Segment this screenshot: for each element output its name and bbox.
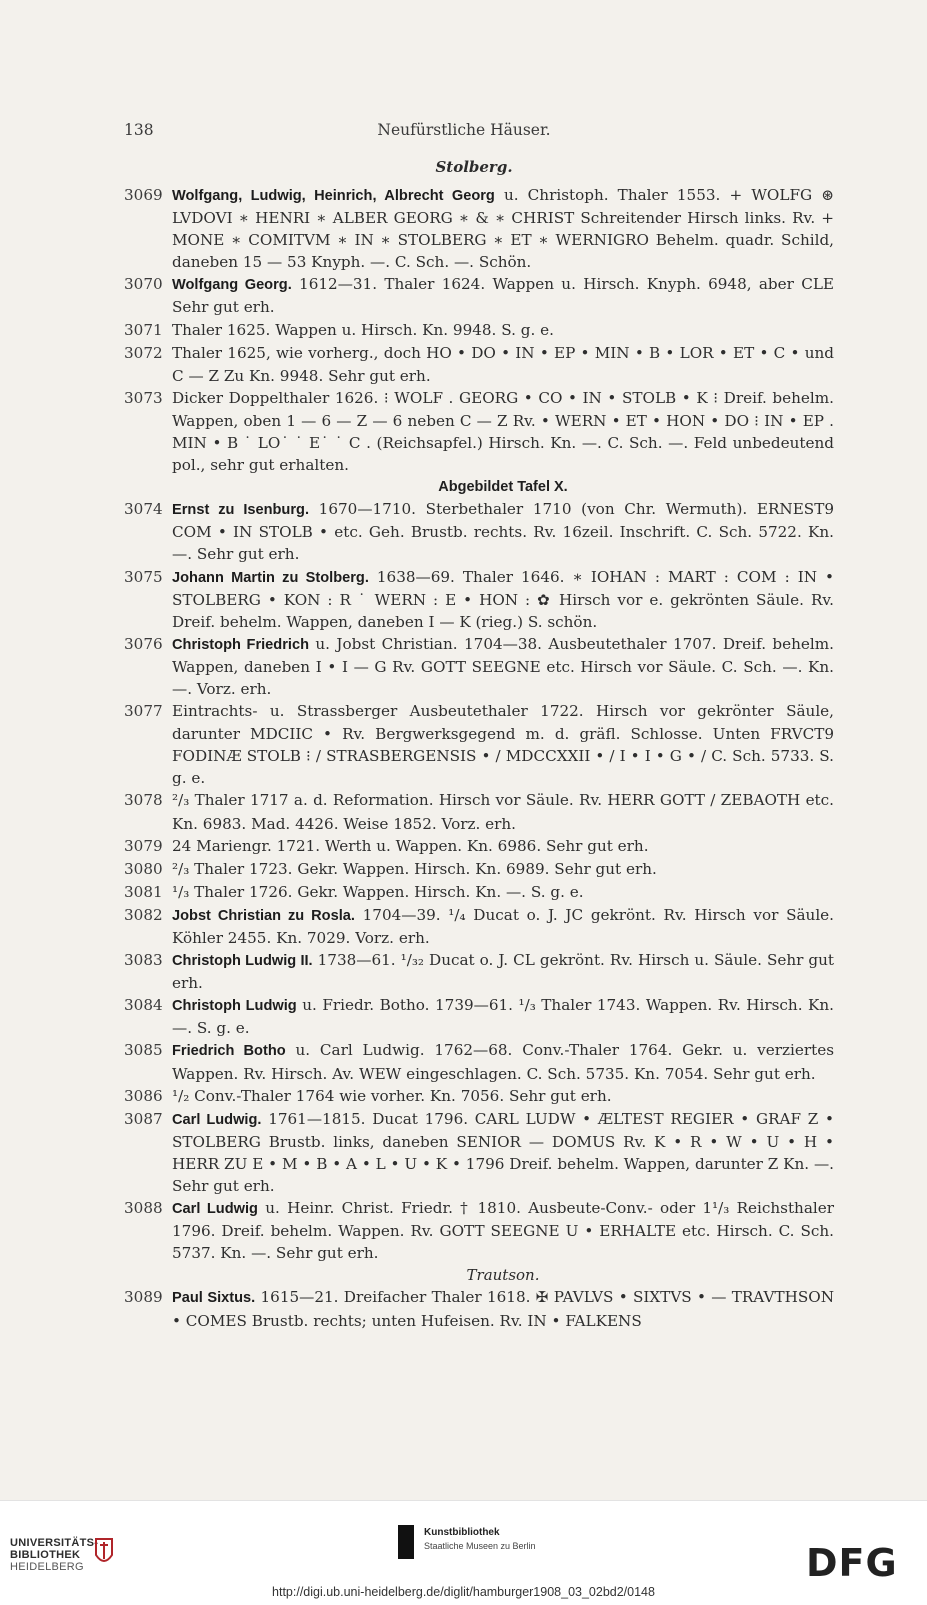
catalogue-entry: 3081 ¹/₃ Thaler 1726. Gekr. Wappen. Hirsch. Kn. —. S. g. e. [124, 882, 584, 901]
catalogue-entry: 3088 Carl Ludwig u. Heinr. Christ. Friedr. † 1810. Ausbeute-Conv.- oder 1¹/₃ Reichsthaler 1796. Dreif. behelm. Wappen. Rv. GOTT SEEGNE U • ERHALTE etc. Hirsch. C. Sch. 5737. Kn. —. Sehr gut erh. [124, 1199, 834, 1263]
catalogue-entry: 3082 Jobst Christian zu Rosla. 1704—39. ¹/₄ Ducat o. J. JC gekrönt. Rv. Hirsch vor Säule. Köhler 2455. Kn. 7029. Vorz. erh. [124, 905, 834, 947]
catalogue-entry: 3086 ¹/₂ Conv.-Thaler 1764 wie vorher. Kn. 7056. Sehr gut erh. [124, 1086, 612, 1105]
catalogue-entry: 3075 Johann Martin zu Stolberg. 1638—69. Thaler 1646. ∗ IOHAN : MART : COM : IN • STOLBERG • KON : R ˙ WERN : E • HON : ✿ Hirsch vor e. gekrönten Säule. Rv. Dreif. behelm. Wappen, daneben I — K (rieg.) S. schön. [124, 567, 834, 631]
catalogue-entry: 3083 Christoph Ludwig II. 1738—61. ¹/₃₂ Ducat o. J. CL gekrönt. Rv. Hirsch u. Säule. Sehr gut erh. [124, 951, 834, 993]
section-title-trautson: Trautson. [466, 1266, 540, 1285]
catalogue-entry: 3087 Carl Ludwig. 1761—1815. Ducat 1796. CARL LUDW • ÆLTEST REGIER • GRAF Z • STOLBERG Brustb. links, daneben SENIOR — DOMUS Rv. K • R • W • U • H • HERR ZU E • M • B • A • L • U • K • 1796 Dreif. behelm. Wappen, darunter Z Kn. —. Sehr gut erh. [124, 1109, 835, 1196]
catalogue-entry: 3074 Ernst zu Isenburg. 1670—1710. Sterbethaler 1710 (von Chr. Wermuth). ERNEST9 COM • IN STOLB • etc. Geh. Brustb. rechts. Rv. 16zeil. Inschrift. C. Sch. 5722. Kn. —. Sehr gut erh. [124, 500, 834, 564]
catalogue-entries [124, 184, 834, 1332]
catalogue-entry: 3084 Christoph Ludwig u. Friedr. Botho. 1739—61. ¹/₃ Thaler 1743. Wappen. Rv. Hirsch. Kn. —. S. g. e. [124, 996, 834, 1038]
catalogue-entry: 3076 Christoph Friedrich u. Jobst Christian. 1704—38. Ausbeutethaler 1707. Dreif. behelm. Wappen, daneben I • I — G Rv. GOTT SEEGNE etc. Hirsch vor Säule. C. Sch. —. Kn. —. Vorz. erh. [124, 634, 834, 698]
catalogue-entry: 3069 Wolfgang, Ludwig, Heinrich, Albrecht Georg u. Christoph. Thaler 1553. + WOLFG ⊛ LVDOVI ∗ HENRI ∗ ALBER GEORG ∗ & ∗ CHRIST Schreitender Hirsch links. Rv. + MONE ∗ COMITVM ∗ IN ∗ STOLBERG ∗ ET ∗ WERNIGRO Behelm. quadr. Schild, daneben 15 — 53 Knyph. —. C. Sch. —. Schön. [124, 186, 834, 272]
catalogue-entry: 3080 ²/₃ Thaler 1723. Gekr. Wappen. Hirsch. Kn. 6989. Sehr gut erh. [124, 859, 657, 878]
running-title: Neufürstliche Häuser. [377, 121, 551, 139]
kunstbibliothek-logo[interactable]: Kunstbibliothek Staatliche Museen zu Berlin [398, 1523, 548, 1563]
catalogue-entry: 3078 ²/₃ Thaler 1717 a. d. Reformation. Hirsch vor Säule. Rv. HERR GOTT / ZEBAOTH etc. Kn. 6983. Mad. 4426. Weise 1852. Vorz. erh. [124, 791, 834, 833]
catalogue-entry: 3071 Thaler 1625. Wappen u. Hirsch. Kn. 9948. S. g. e. [124, 320, 554, 339]
catalogue-entry: 3089 Paul Sixtus. 1615—21. Dreifacher Thaler 1618. ✠ PAVLVS • SIXTVS • — TRAVTHSON • COMES Brustb. rechts; unten Hufeisen. Rv. IN • FALKENS [124, 1288, 834, 1330]
footer-bar [0, 1500, 927, 1605]
catalogue-entry: 3079 24 Mariengr. 1721. Werth u. Wappen. Kn. 6986. Sehr gut erh. [124, 836, 649, 855]
catalogue-entry: 3072 Thaler 1625, wie vorherg., doch HO • DO • IN • EP • MIN • B • LOR • ET • C • und C — Z Zu Kn. 9948. Sehr gut erh. [124, 343, 834, 385]
plate-note: Abgebildet Tafel X. [438, 479, 568, 496]
dfg-logo[interactable]: DFG [806, 1541, 898, 1585]
page-number: 138 [124, 121, 154, 139]
section-title-stolberg: Stolberg. [435, 158, 513, 176]
kunstbibliothek-mark-icon [398, 1525, 414, 1559]
permalink-url[interactable]: http://digi.ub.uni-heidelberg.de/diglit/hamburger1908_03_02bd2/0148 [272, 1585, 655, 1599]
page-header [124, 121, 804, 143]
catalogue-entry: 3070 Wolfgang Georg. 1612—31. Thaler 1624. Wappen u. Hirsch. Knyph. 6948, aber CLE Sehr gut erh. [124, 275, 834, 317]
heidelberg-logo[interactable]: UNIVERSITÄTS- BIBLIOTHEK HEIDELBERG [10, 1537, 99, 1573]
heidelberg-emblem-icon [92, 1537, 116, 1573]
catalogue-entry: 3073 Dicker Doppelthaler 1626. ⁝ WOLF . GEORG • CO • IN • STOLB • K ⁝ Dreif. behelm. Wappen, oben 1 — 6 — Z — 6 neben C — Z Rv. • WERN • ET • HON • DO ⁝ IN • EP . MIN • B ˙ LO˙ ˙ E˙ ˙ C . (Reichsapfel.) Hirsch. Kn. —. C. Sch. —. Feld unbedeutend pol., sehr gut erhalten. [124, 388, 834, 475]
catalogue-entry: 3077 Eintrachts- u. Strassberger Ausbeutethaler 1722. Hirsch vor gekrönter Säule, darunter MDCIIC • Rv. Bergwerksgegend m. d. gräfl. Schlosse. Unten FRVCT9 FODINÆ STOLB ⁝ / STRASBERGENSIS • / MDCCXXII • / I • I • G • / C. Sch. 5733. S. g. e. [124, 702, 834, 788]
catalogue-entry: 3085 Friedrich Botho u. Carl Ludwig. 1762—68. Conv.-Thaler 1764. Gekr. u. verziertes Wappen. Rv. Hirsch. Av. WEW eingeschlagen. C. Sch. 5735. Kn. 7054. Sehr gut erh. [124, 1041, 834, 1083]
